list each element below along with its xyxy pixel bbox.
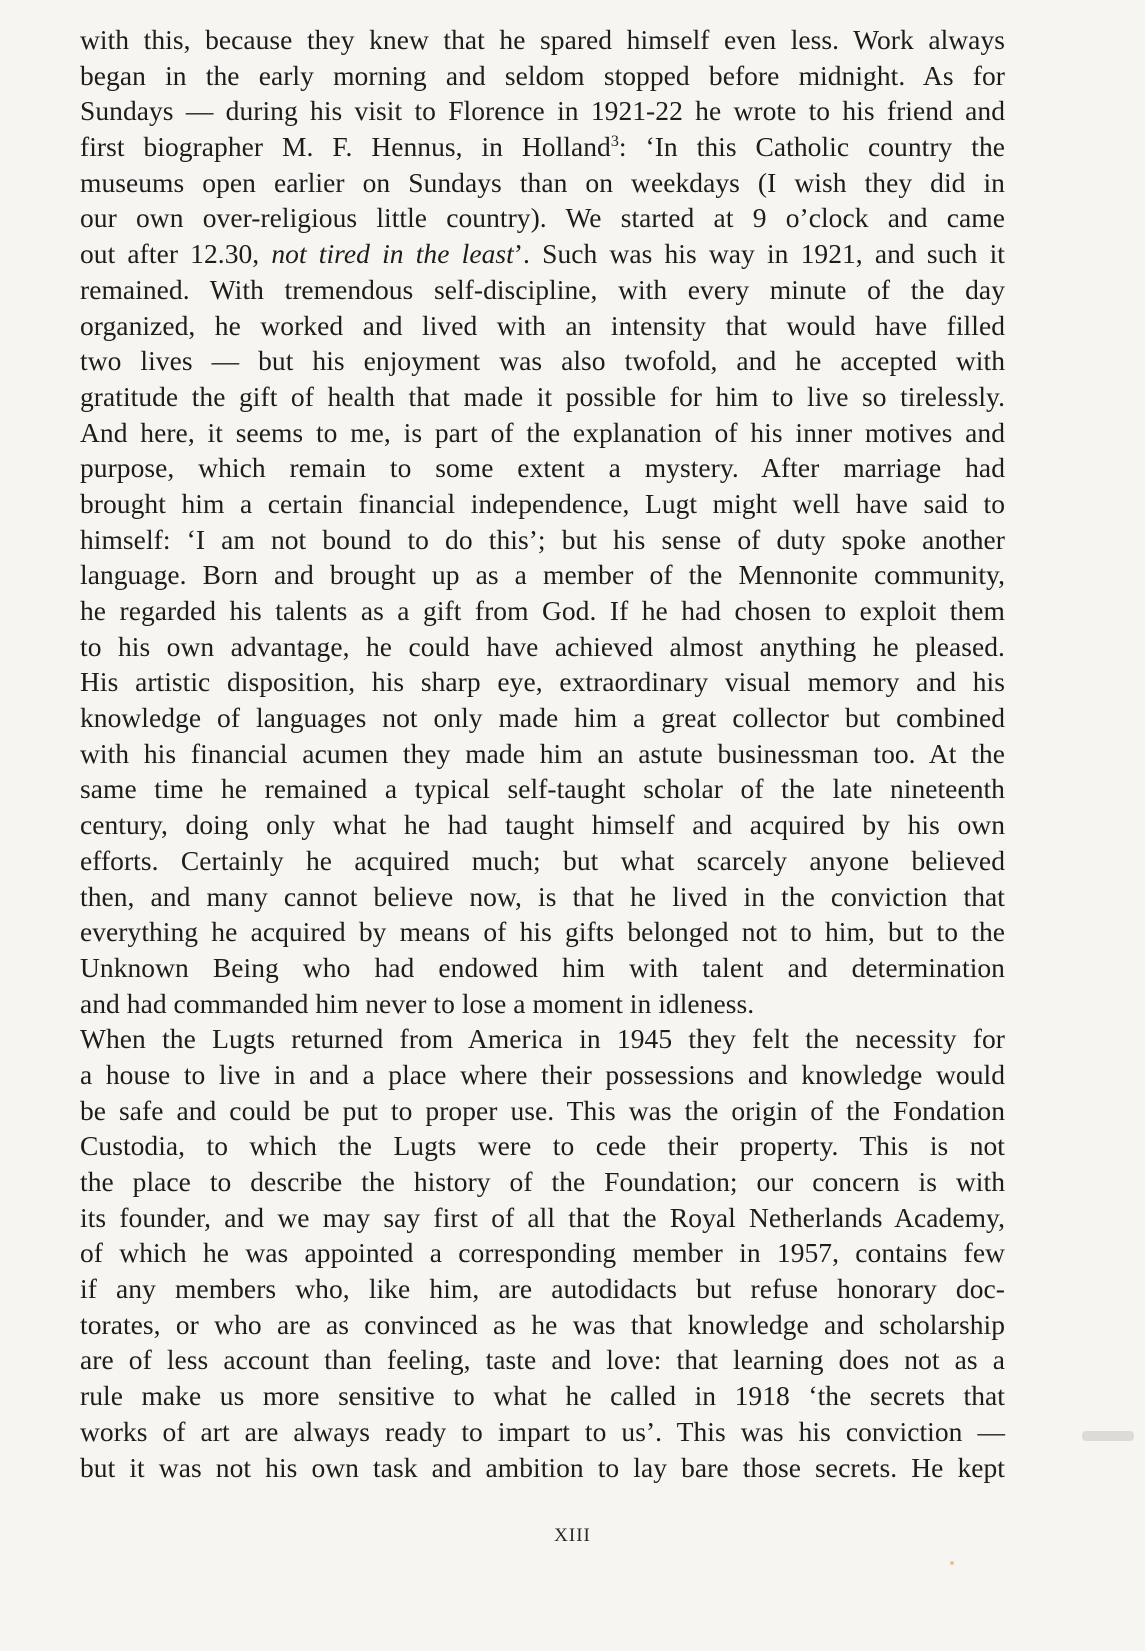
text-segment: be safe and could be put to proper use. This was the origin of the Fondation bbox=[80, 1094, 1005, 1126]
text-line bbox=[80, 914, 1005, 950]
text-line bbox=[80, 1271, 1005, 1307]
text-segment: And here, it seems to me, is part of the explanation of his inner motives and bbox=[80, 416, 1005, 448]
text-segment: its founder, and we may say first of all that the Royal Netherlands Academy, bbox=[80, 1201, 1005, 1233]
text-line bbox=[80, 593, 1005, 629]
text-line bbox=[80, 629, 1005, 665]
footnote-marker: 3 bbox=[610, 132, 619, 150]
text-line bbox=[80, 200, 1005, 236]
text-segment: When the Lugts returned from America in 1945 they felt the necessity for bbox=[80, 1023, 1005, 1055]
text-segment: torates, or who are as convinced as he was that knowledge and scholarship bbox=[80, 1308, 1005, 1340]
text-line bbox=[80, 129, 1005, 165]
text-segment: gratitude the gift of health that made it possible for him to live so tirelessly. bbox=[80, 380, 1005, 412]
text-segment: Custodia, to which the Lugts were to cede their property. This is not bbox=[80, 1130, 1005, 1162]
text-line bbox=[80, 736, 1005, 772]
text-segment: century, doing only what he had taught himself and acquired by his own bbox=[80, 809, 1005, 841]
text-segment: the place to describe the history of the Foundation; our concern is with bbox=[80, 1166, 1005, 1197]
text-segment: brought him a certain financial independence, Lugt might well have said to bbox=[80, 487, 1005, 519]
text-line bbox=[80, 986, 1005, 1022]
text-line bbox=[80, 272, 1005, 308]
text-line bbox=[80, 450, 1005, 486]
text-segment: rule make us more sensitive to what he called in 1918 ‘the secrets that bbox=[80, 1380, 1005, 1412]
text-segment: of which he was appointed a corresponding member in 1957, contains few bbox=[80, 1237, 1005, 1269]
text-line bbox=[80, 343, 1005, 379]
text-line bbox=[80, 879, 1005, 915]
text-line bbox=[80, 1200, 1005, 1236]
text-line bbox=[80, 522, 1005, 558]
text-segment: himself: ‘I am not bound to do this’; but his sense of duty spoke another bbox=[80, 523, 1005, 555]
text-segment: organized, he worked and lived with an intensity that would have filled bbox=[80, 309, 1005, 341]
text-segment: ’. Such was his way in 1921, and such it bbox=[513, 238, 1005, 270]
text-line bbox=[80, 308, 1005, 344]
text-segment: but it was not his own task and ambition to lay bare those secrets. He kept bbox=[80, 1451, 1005, 1483]
scan-smudge bbox=[1082, 1431, 1134, 1441]
text-line bbox=[80, 1235, 1005, 1271]
text-segment: to his own advantage, he could have achieved almost anything he pleased. bbox=[80, 630, 1005, 662]
text-line bbox=[80, 807, 1005, 843]
text-line bbox=[80, 1378, 1005, 1414]
text-line bbox=[80, 700, 1005, 736]
text-segment: and had commanded him never to lose a moment in idleness. bbox=[80, 987, 755, 1019]
text-segment: out after 12.30, bbox=[80, 238, 272, 270]
text-segment: works of art are always ready to impart to us’. This was his conviction — bbox=[80, 1415, 1005, 1447]
text-line bbox=[80, 1164, 1005, 1200]
text-line bbox=[80, 93, 1005, 129]
text-line bbox=[80, 950, 1005, 986]
body-text bbox=[80, 22, 1005, 1485]
text-line bbox=[80, 1093, 1005, 1129]
text-line bbox=[80, 1057, 1005, 1093]
text-segment: same time he remained a typical self-taught scholar of the late nineteenth bbox=[80, 773, 1005, 805]
text-segment: everything he acquired by means of his gifts belonged not to him, but to the bbox=[80, 916, 1005, 948]
text-line bbox=[80, 1414, 1005, 1450]
italic-text: not tired in the least bbox=[271, 238, 514, 270]
text-line bbox=[80, 58, 1005, 94]
text-line bbox=[80, 486, 1005, 522]
text-segment: efforts. Certainly he acquired much; but what scarcely anyone believed bbox=[80, 844, 1005, 876]
text-segment: Sundays — during his visit to Florence in 1921-22 he wrote to his friend and bbox=[80, 95, 1005, 127]
text-segment: with this, because they knew that he spared himself even less. Work always bbox=[80, 24, 1005, 55]
text-line bbox=[80, 1450, 1005, 1486]
text-segment: purpose, which remain to some extent a mystery. After marriage had bbox=[80, 452, 1005, 484]
text-line bbox=[80, 557, 1005, 593]
text-line bbox=[80, 1307, 1005, 1343]
text-segment: Unknown Being who had endowed him with talent and determination bbox=[80, 951, 1005, 983]
text-line bbox=[80, 1021, 1005, 1057]
text-line bbox=[80, 843, 1005, 879]
text-segment: then, and many cannot believe now, is that he lived in the conviction that bbox=[80, 880, 1005, 912]
text-line bbox=[80, 236, 1005, 272]
text-segment: museums open earlier on Sundays than on weekdays (I wish they did in bbox=[80, 166, 1005, 198]
text-segment: knowledge of languages not only made him a great collector but combined bbox=[80, 702, 1005, 734]
text-segment: he regarded his talents as a gift from God. If he had chosen to exploit them bbox=[80, 595, 1005, 626]
text-line bbox=[80, 1128, 1005, 1164]
text-segment: remained. With tremendous self-discipline, with every minute of the day bbox=[80, 273, 1005, 305]
text-segment: a house to live in and a place where their possessions and knowledge would bbox=[80, 1058, 1005, 1090]
text-segment: first biographer M. F. Hennus, in Holland bbox=[80, 131, 611, 163]
text-segment: two lives — but his enjoyment was also twofold, and he accepted with bbox=[80, 345, 1005, 377]
text-line bbox=[80, 415, 1005, 451]
page-number: XIII bbox=[554, 1525, 591, 1546]
text-segment: are of less account than feeling, taste and love: that learning does not as a bbox=[80, 1344, 1005, 1376]
text-line bbox=[80, 664, 1005, 700]
text-segment: His artistic disposition, his sharp eye, extraordinary visual memory and his bbox=[80, 666, 1005, 698]
text-segment: language. Born and brought up as a member of the Mennonite community, bbox=[80, 559, 1005, 591]
text-line bbox=[80, 1342, 1005, 1378]
text-segment: with his financial acumen they made him an astute businessman too. At the bbox=[80, 737, 1005, 769]
text-segment: began in the early morning and seldom stopped before midnight. As for bbox=[80, 59, 1005, 91]
text-line bbox=[80, 379, 1005, 415]
text-line bbox=[80, 165, 1005, 201]
scan-speck bbox=[950, 1561, 954, 1565]
text-segment: : ‘In this Catholic country the bbox=[618, 131, 1006, 163]
text-segment: our own over-religious little country). We started at 9 o’clock and came bbox=[80, 202, 1005, 234]
text-segment: if any members who, like him, are autodidacts but refuse honorary doc- bbox=[80, 1273, 1005, 1305]
text-line bbox=[80, 22, 1005, 58]
text-line bbox=[80, 771, 1005, 807]
